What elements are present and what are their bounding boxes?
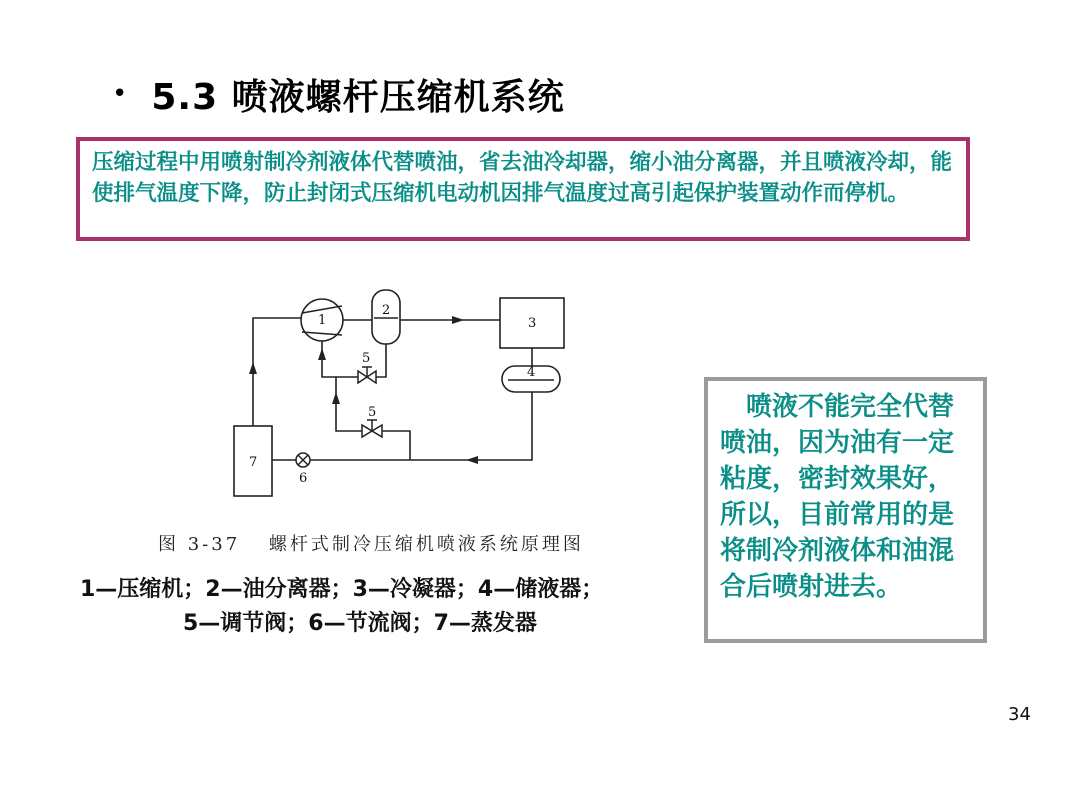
- figure-caption: [158, 530, 584, 556]
- label-evaporator: 7: [249, 455, 258, 470]
- label-regulating-valve-top: 5: [362, 351, 371, 366]
- figure-title: 螺杆式制冷压缩机喷液系统原理图: [268, 534, 584, 555]
- label-regulating-valve-bottom: 5: [368, 405, 377, 420]
- legend-line-1: 1—压缩机；2—油分离器；3—冷凝器；4—储液器；: [80, 577, 604, 602]
- label-compressor: 1: [318, 313, 327, 328]
- bullet: •: [112, 79, 128, 109]
- flow-arrows: [249, 316, 478, 464]
- slide-title: 5.3 喷液螺杆压缩机系统: [151, 76, 565, 118]
- legend-line-2: 5—调节阀；6—节流阀；7—蒸发器: [183, 611, 537, 636]
- page-number: 34: [1008, 704, 1031, 725]
- label-receiver: 4: [527, 365, 536, 380]
- label-oil-separator: 2: [382, 303, 391, 318]
- label-condenser: 3: [528, 316, 537, 331]
- intro-text-box: 压缩过程中用喷射制冷剂液体代替喷油，省去油冷却器，缩小油分离器，并且喷液冷却，能使排气温度下降，防止封闭式压缩机电动机因排气温度过高引起保护装置动作而停机。: [76, 137, 970, 241]
- figure-number: 图 3-37: [158, 534, 241, 555]
- note-text-box: 喷液不能完全代替喷油，因为油有一定粘度，密封效果好，所以，目前常用的是将制冷剂液体和油混合后喷射进去。: [704, 377, 987, 643]
- label-throttle-valve: 6: [299, 471, 308, 486]
